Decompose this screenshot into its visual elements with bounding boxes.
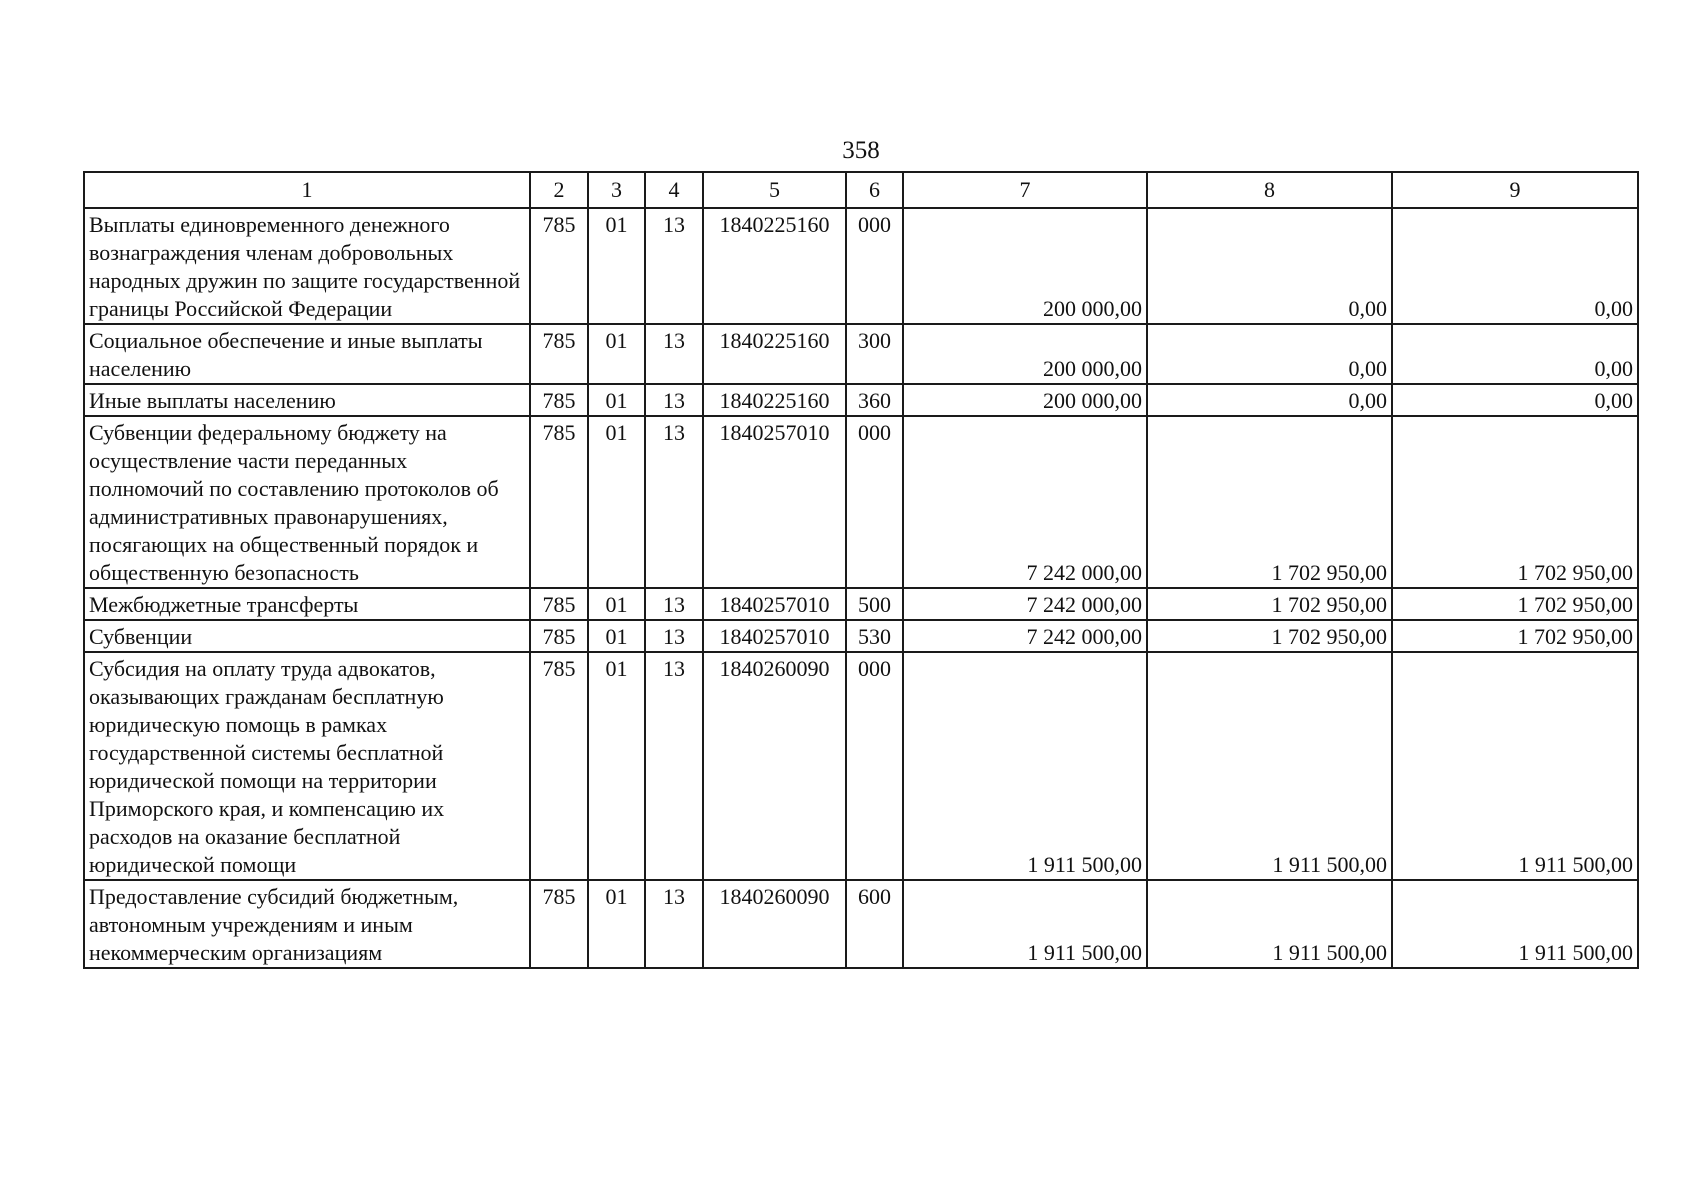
- ministry-code-cell: 785: [530, 588, 588, 620]
- expense-type-cell: 000: [846, 416, 903, 588]
- amount-col7-cell: 7 242 000,00: [903, 620, 1147, 652]
- row-name-cell: Выплаты единовременного денежного вознаграждения членам добровольных народных дружин по защите государственной границы Российской Федерации: [84, 208, 530, 324]
- amount-col9-cell: 0,00: [1392, 384, 1638, 416]
- section-code-cell: 01: [588, 416, 645, 588]
- amount-col8-cell: 1 702 950,00: [1147, 620, 1392, 652]
- amount-col8-cell: 1 911 500,00: [1147, 880, 1392, 968]
- ministry-code-cell: 785: [530, 416, 588, 588]
- column-header: 4: [645, 172, 703, 208]
- amount-col8-cell: 0,00: [1147, 324, 1392, 384]
- amount-col7-cell: 7 242 000,00: [903, 588, 1147, 620]
- table-row: [84, 208, 1638, 324]
- row-name-cell: Предоставление субсидий бюджетным, автономным учреждениям и иным некоммерческим организациям: [84, 880, 530, 968]
- amount-col9-cell: 1 702 950,00: [1392, 416, 1638, 588]
- column-header: 9: [1392, 172, 1638, 208]
- section-code-cell: 01: [588, 652, 645, 880]
- subsection-code-cell: 13: [645, 588, 703, 620]
- row-name-cell: Социальное обеспечение и иные выплаты населению: [84, 324, 530, 384]
- row-name-cell: Субвенции: [84, 620, 530, 652]
- section-code-cell: 01: [588, 208, 645, 324]
- amount-col8-cell: 0,00: [1147, 208, 1392, 324]
- amount-col9-cell: 1 702 950,00: [1392, 588, 1638, 620]
- target-article-cell: 1840225160: [703, 208, 846, 324]
- column-header: 5: [703, 172, 846, 208]
- table-row: [84, 384, 1638, 416]
- ministry-code-cell: 785: [530, 620, 588, 652]
- table-row: [84, 588, 1638, 620]
- expense-type-cell: 600: [846, 880, 903, 968]
- ministry-code-cell: 785: [530, 880, 588, 968]
- table-row: [84, 620, 1638, 652]
- target-article-cell: 1840225160: [703, 324, 846, 384]
- expense-type-cell: 300: [846, 324, 903, 384]
- row-name-cell: Субвенции федеральному бюджету на осуществление части переданных полномочий по составлению протоколов об административных правонарушениях, посягающих на общественный порядок и общественную безопасность: [84, 416, 530, 588]
- section-code-cell: 01: [588, 324, 645, 384]
- subsection-code-cell: 13: [645, 620, 703, 652]
- amount-col9-cell: 0,00: [1392, 208, 1638, 324]
- expense-type-cell: 500: [846, 588, 903, 620]
- column-header: 1: [84, 172, 530, 208]
- amount-col8-cell: 1 911 500,00: [1147, 652, 1392, 880]
- target-article-cell: 1840257010: [703, 588, 846, 620]
- row-name-cell: Иные выплаты населению: [84, 384, 530, 416]
- amount-col9-cell: 1 702 950,00: [1392, 620, 1638, 652]
- column-header: 7: [903, 172, 1147, 208]
- budget-table: [83, 171, 1639, 969]
- amount-col8-cell: 0,00: [1147, 384, 1392, 416]
- amount-col7-cell: 1 911 500,00: [903, 880, 1147, 968]
- amount-col8-cell: 1 702 950,00: [1147, 416, 1392, 588]
- table-row: [84, 880, 1638, 968]
- table-row: [84, 324, 1638, 384]
- ministry-code-cell: 785: [530, 384, 588, 416]
- table-row: [84, 652, 1638, 880]
- expense-type-cell: 530: [846, 620, 903, 652]
- section-code-cell: 01: [588, 620, 645, 652]
- ministry-code-cell: 785: [530, 208, 588, 324]
- column-header: 8: [1147, 172, 1392, 208]
- ministry-code-cell: 785: [530, 324, 588, 384]
- target-article-cell: 1840257010: [703, 620, 846, 652]
- subsection-code-cell: 13: [645, 880, 703, 968]
- amount-col7-cell: 1 911 500,00: [903, 652, 1147, 880]
- amount-col8-cell: 1 702 950,00: [1147, 588, 1392, 620]
- table-header-row: [84, 172, 1638, 208]
- amount-col7-cell: 200 000,00: [903, 324, 1147, 384]
- section-code-cell: 01: [588, 384, 645, 416]
- column-header: 6: [846, 172, 903, 208]
- section-code-cell: 01: [588, 880, 645, 968]
- table-row: [84, 416, 1638, 588]
- subsection-code-cell: 13: [645, 416, 703, 588]
- amount-col7-cell: 7 242 000,00: [903, 416, 1147, 588]
- expense-type-cell: 360: [846, 384, 903, 416]
- amount-col9-cell: 1 911 500,00: [1392, 652, 1638, 880]
- ministry-code-cell: 785: [530, 652, 588, 880]
- amount-col9-cell: 0,00: [1392, 324, 1638, 384]
- column-header: 3: [588, 172, 645, 208]
- row-name-cell: Межбюджетные трансферты: [84, 588, 530, 620]
- amount-col7-cell: 200 000,00: [903, 208, 1147, 324]
- subsection-code-cell: 13: [645, 208, 703, 324]
- target-article-cell: 1840260090: [703, 880, 846, 968]
- target-article-cell: 1840225160: [703, 384, 846, 416]
- amount-col7-cell: 200 000,00: [903, 384, 1147, 416]
- target-article-cell: 1840257010: [703, 416, 846, 588]
- amount-col9-cell: 1 911 500,00: [1392, 880, 1638, 968]
- column-header: 2: [530, 172, 588, 208]
- section-code-cell: 01: [588, 588, 645, 620]
- row-name-cell: Субсидия на оплату труда адвокатов, оказывающих гражданам бесплатную юридическую помощь в рамках государственной системы бесплатной юридической помощи на территории Приморского края, и компенсацию их расходов на оказание бесплатной юридической помощи: [84, 652, 530, 880]
- page-number: 358: [842, 137, 880, 164]
- subsection-code-cell: 13: [645, 324, 703, 384]
- expense-type-cell: 000: [846, 208, 903, 324]
- subsection-code-cell: 13: [645, 384, 703, 416]
- expense-type-cell: 000: [846, 652, 903, 880]
- target-article-cell: 1840260090: [703, 652, 846, 880]
- subsection-code-cell: 13: [645, 652, 703, 880]
